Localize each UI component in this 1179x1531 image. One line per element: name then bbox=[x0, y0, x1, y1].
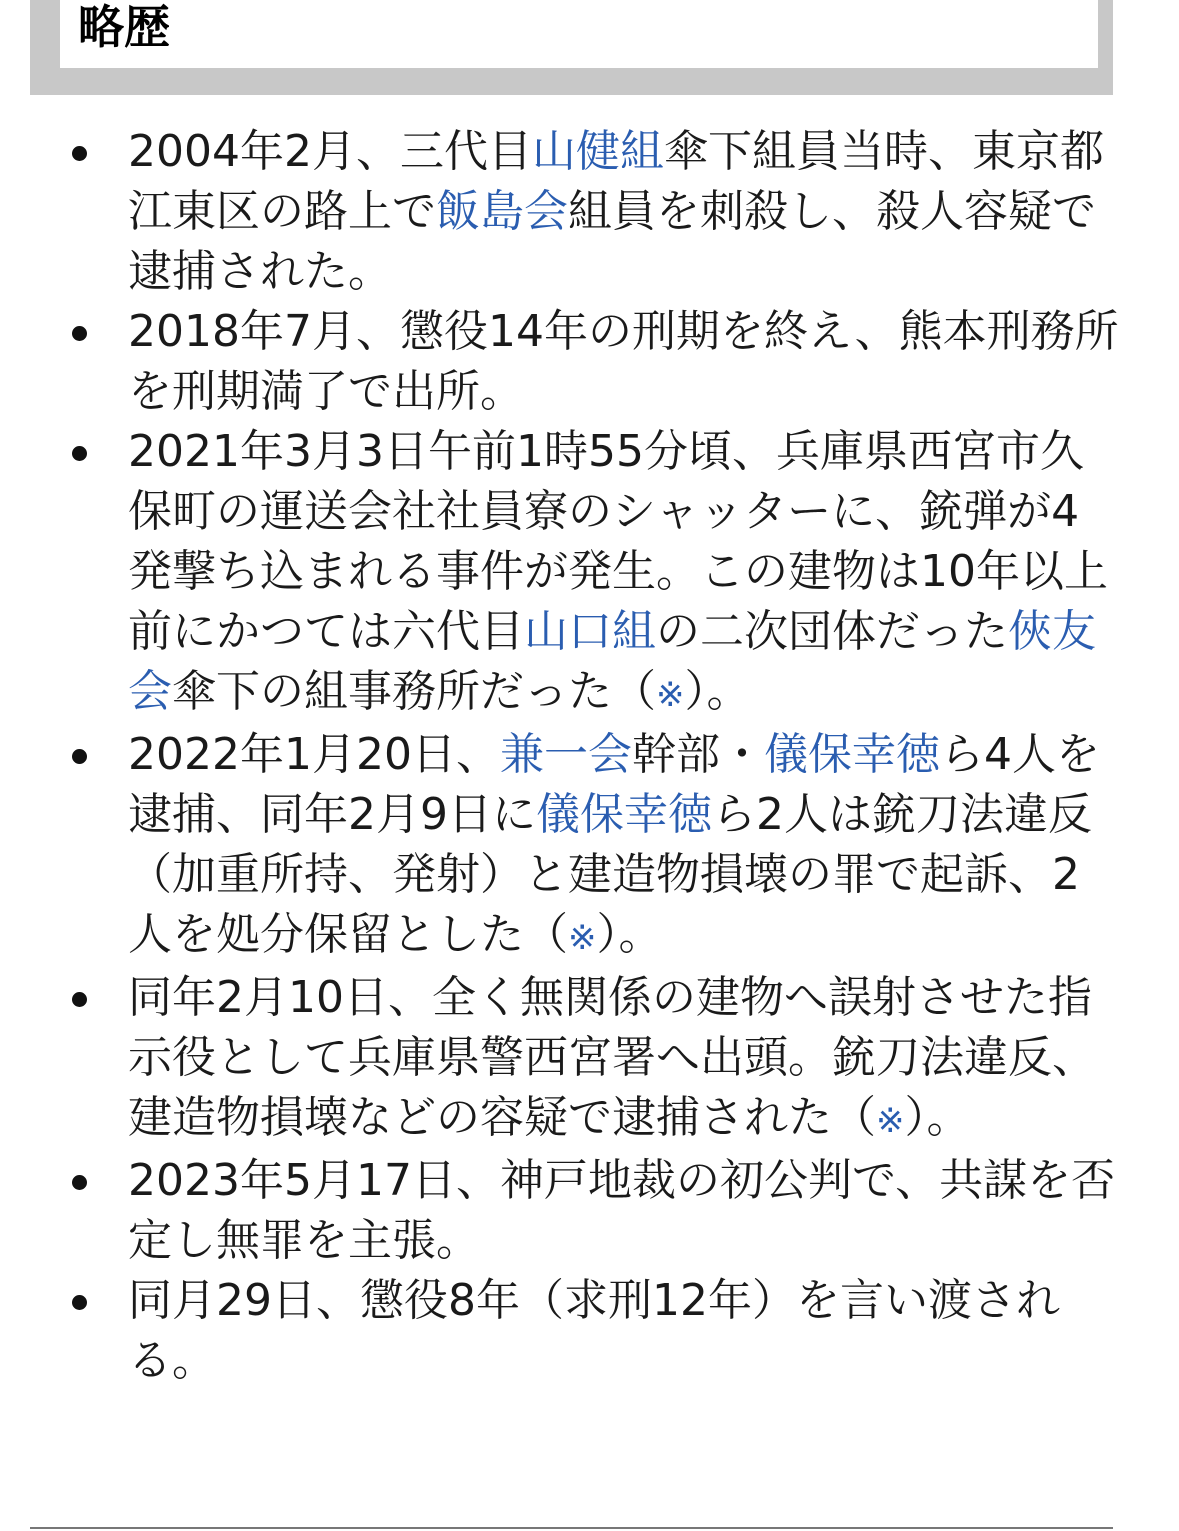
item-text: 幹部・ bbox=[631, 729, 764, 780]
reference-note-link[interactable]: ※ bbox=[656, 675, 685, 715]
item-text: ）。 bbox=[684, 666, 751, 717]
bullet-icon bbox=[72, 1175, 87, 1190]
bullet-icon bbox=[72, 326, 87, 341]
item-text: ら4人を逮捕、同年2月9日に bbox=[128, 729, 1100, 840]
item-text: ら2人は銃刀法違反（加重所持、発射）と建造物損壊の罪で起訴、2人を処分保留とした（ bbox=[128, 789, 1092, 960]
career-list bbox=[0, 122, 1120, 1391]
section-header-inner bbox=[60, 0, 1098, 68]
item-text: 傘下の組事務所だった（ bbox=[172, 666, 656, 717]
link-gibo-yukinori[interactable]: 儀保幸徳 bbox=[763, 729, 940, 780]
item-text: 2022年1月20日、 bbox=[128, 729, 500, 780]
list-item bbox=[0, 422, 1120, 725]
list-item bbox=[0, 1151, 1120, 1271]
bullet-icon bbox=[72, 749, 87, 764]
item-text: 2023年5月17日、神戸地裁の初公判で、共謀を否定し無罪を主張。 bbox=[128, 1155, 1116, 1266]
item-text: ）。 bbox=[596, 909, 663, 960]
bullet-icon bbox=[72, 146, 87, 161]
item-text: 同月29日、懲役8年（求刑12年）を言い渡される。 bbox=[128, 1275, 1060, 1386]
bullet-icon bbox=[72, 446, 87, 461]
link-yamaken-gumi[interactable]: 山健組 bbox=[531, 126, 664, 177]
item-text: 同年2月10日、全く無関係の建物へ誤射させた指示役として兵庫県警西宮署へ出頭。銃刀法違反、建造物損壊などの容疑で逮捕された（ bbox=[128, 972, 1096, 1143]
section-title: 略歴 bbox=[78, 0, 170, 54]
item-text: 傘下組員当時、東京都江東区の路上で bbox=[128, 126, 1104, 237]
item-text: 組員を刺殺し、殺人容疑で逮捕された。 bbox=[128, 186, 1096, 297]
link-gibo-yukinori[interactable]: 儀保幸徳 bbox=[536, 789, 712, 840]
list-item bbox=[0, 725, 1120, 968]
item-text: 2021年3月3日午前1時55分頃、兵庫県西宮市久保町の運送会社社員寮のシャッターに、銃弾が4発撃ち込まれる事件が発生。この建物は10年以上前にかつては六代目 bbox=[128, 426, 1108, 657]
list-item bbox=[0, 1271, 1120, 1391]
link-iijima-kai[interactable]: 飯島会 bbox=[436, 186, 568, 237]
reference-note-link[interactable]: ※ bbox=[568, 918, 597, 958]
link-kyoyu-kai[interactable]: 俠友会 bbox=[128, 606, 1096, 717]
item-text: の二次団体だった bbox=[656, 606, 1008, 657]
item-text: 2018年7月、懲役14年の刑期を終え、熊本刑務所を刑期満了で出所。 bbox=[128, 306, 1119, 417]
bullet-icon bbox=[72, 1295, 87, 1310]
list-item bbox=[0, 122, 1120, 302]
list-item bbox=[0, 968, 1120, 1151]
link-kenichi-kai[interactable]: 兼一会 bbox=[499, 729, 632, 780]
reference-note-link[interactable]: ※ bbox=[876, 1101, 905, 1141]
link-yamaguchi-gumi[interactable]: 山口組 bbox=[524, 606, 656, 657]
list-item bbox=[0, 302, 1120, 422]
section-header-box bbox=[30, 0, 1113, 95]
bullet-icon bbox=[72, 992, 87, 1007]
bottom-divider bbox=[30, 1527, 1113, 1529]
item-text: 2004年2月、三代目 bbox=[128, 126, 532, 177]
item-text: ）。 bbox=[904, 1092, 971, 1143]
